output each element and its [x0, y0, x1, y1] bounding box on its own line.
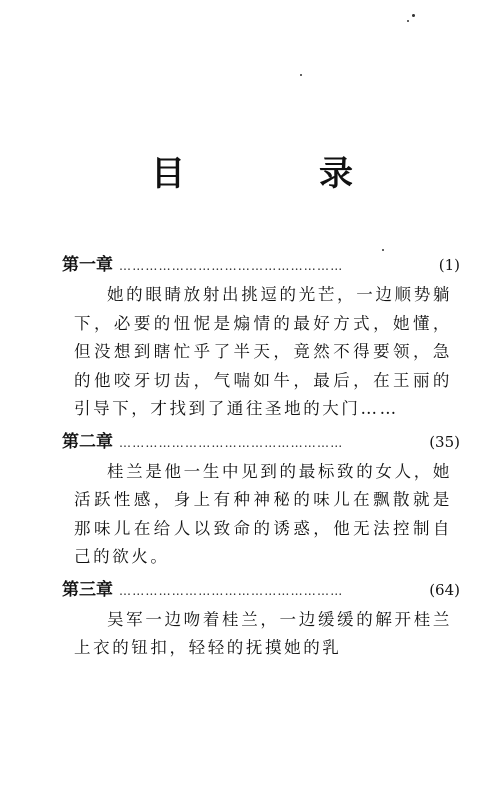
page-number: (1) — [438, 256, 460, 274]
dot-leader: …………………………………………… — [119, 435, 344, 450]
chapter-title: 第一章 — [62, 255, 113, 275]
toc-entry-heading[interactable] — [62, 574, 460, 606]
table-of-contents — [62, 249, 460, 665]
scan-speck — [412, 14, 415, 17]
page-number: (35) — [429, 432, 460, 451]
scan-speck — [300, 74, 302, 76]
chapter-summary: 吴军一边吻着桂兰，一边缓缓的解开桂兰上衣的钮扣，轻轻的抚摸她的乳 — [74, 609, 452, 657]
toc-entry-heading[interactable] — [62, 426, 460, 458]
scan-speck — [407, 20, 409, 22]
chapter-title: 第二章 — [62, 431, 113, 452]
chapter-summary: 她的眼睛放射出挑逗的光芒，一边顺势躺下，必要的忸怩是煽情的最好方式，她懂，但没想到瞎忙乎了半天，竟然不得要领，急的他咬牙切齿，气喘如牛，最后，在王丽的引导下，才找到了通往圣地的大门…… — [74, 285, 452, 418]
toc-entry — [62, 249, 460, 424]
toc-entry-heading[interactable] — [62, 249, 460, 281]
page-title: 目 录 — [151, 154, 403, 194]
dot-leader: …………………………………………… — [119, 583, 344, 598]
page-number: (64) — [429, 580, 460, 599]
chapter-title: 第三章 — [62, 579, 113, 600]
toc-entry — [62, 426, 460, 572]
chapter-summary: 桂兰是他一生中见到的最标致的女人，她活跃性感，身上有种神秘的味儿在飘散就是那味儿在给人以致命的诱惑，他无法控制自己的欲火。 — [74, 461, 452, 566]
dot-leader: …………………………………………… — [119, 259, 344, 273]
toc-entry — [62, 574, 460, 663]
